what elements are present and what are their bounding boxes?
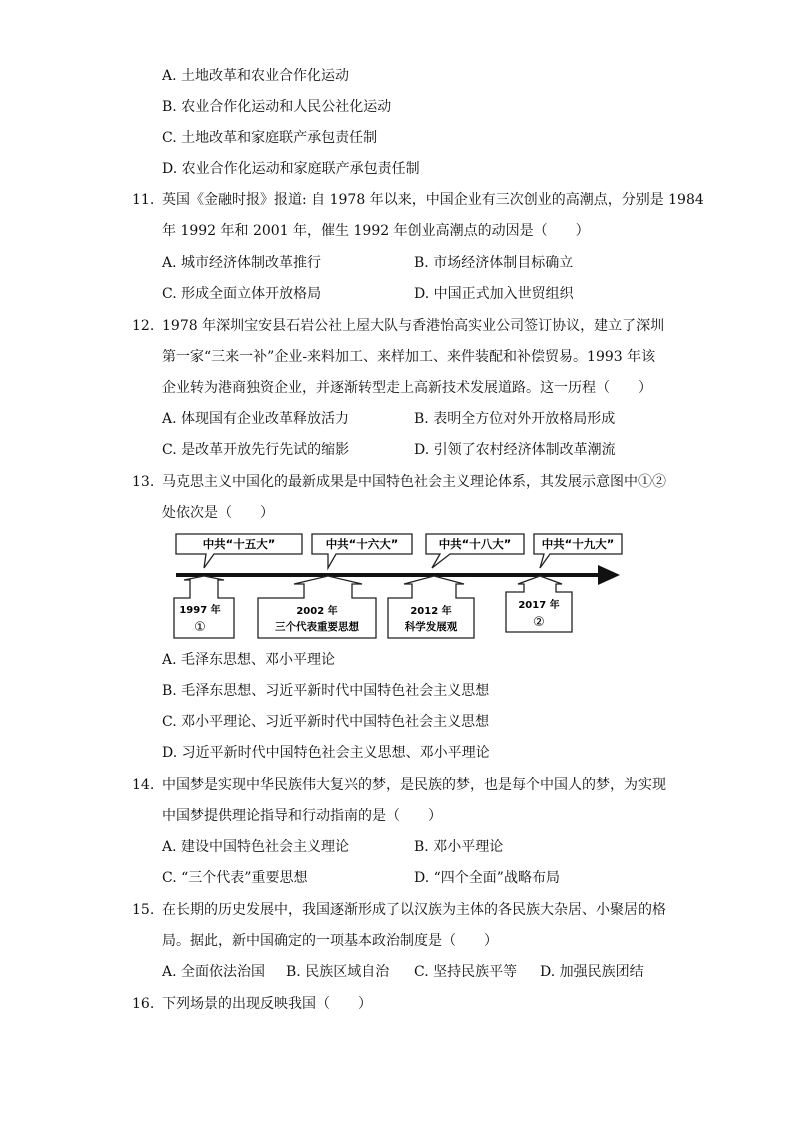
callout-15th-label: 中共“十五大” [202,537,276,551]
q11-stem-line-1: 英国《金融时报》报道: 自 1978 年以来，中国企业有三次创业的高潮点，分别是 1984 [162,192,704,208]
box-2017-label: ② [533,615,545,630]
q14-number: 14. [132,777,155,793]
q13-option-b: B. 毛泽东思想、习近平新时代中国特色社会主义思想 [162,683,490,699]
q13-number: 13. [132,474,155,490]
q12-option-a: A. 体现国有企业改革释放活力 [162,411,350,427]
q16-stem-line-1: 下列场景的出现反映我国（ ） [162,996,372,1012]
q11-option-d: D. 中国正式加入世贸组织 [414,286,574,302]
box-2012-year: 2012 年 [410,606,452,617]
q13-stem-line-1: 马克思主义中国化的最新成果是中国特色社会主义理论体系，其发展示意图中①② [162,474,666,490]
q11-option-b: B. 市场经济体制目标确立 [414,255,574,271]
q14-option-c: C. “三个代表”重要思想 [162,870,308,886]
callout-18th-label: 中共“十八大” [438,537,512,551]
q10-option-b: B. 农业合作化运动和人民公社化运动 [162,99,392,115]
q15-stem-line-1: 在长期的历史发展中，我国逐渐形成了以汉族为主体的各民族大杂居、小聚居的格 [162,902,666,918]
q15-option-b: B. 民族区域自治 [286,964,390,980]
q11-number: 11. [132,192,155,208]
callout-19th-label: 中共“十九大” [541,537,615,551]
box-2012-label: 科学发展观 [404,621,458,633]
q15-stem-line-2: 局。据此，新中国确定的一项基本政治制度是（ ） [162,933,498,949]
q13-option-c: C. 邓小平理论、习近平新时代中国特色社会主义思想 [162,714,490,730]
callout-16th-congress [312,534,412,568]
q15-number: 15. [132,902,155,918]
box-2017-year: 2017 年 [518,600,560,611]
q11-stem-line-2: 年 1992 年和 2001 年，催生 1992 年创业高潮点的动因是（ ） [162,223,590,239]
q15-option-d: D. 加强民族团结 [540,964,644,980]
q12-option-d: D. 引领了农村经济体制改革潮流 [414,442,616,458]
q13-option-d: D. 习近平新时代中国特色社会主义思想、邓小平理论 [162,745,490,761]
callout-16th-label: 中共“十六大” [325,537,399,551]
q14-stem-line-1: 中国梦是实现中华民族伟大复兴的梦，是民族的梦，也是每个中国人的梦，为实现 [162,777,666,793]
q14-stem-line-2: 中国梦提供理论指导和行动指南的是（ ） [162,808,442,824]
q14-option-d: D. “四个全面”战略布局 [414,870,560,886]
q13-option-a: A. 毛泽东思想、邓小平理论 [162,652,336,668]
box-1997-year: 1997 年 [179,605,221,616]
q12-stem-line-3: 企业转为港商独资企业，并逐渐转型走上高新技术发展道路。这一历程（ ） [162,380,652,396]
callout-15th-congress [176,534,302,568]
box-1997 [174,576,234,638]
box-1997-label: ① [194,620,206,635]
q12-stem-line-1: 1978 年深圳宝安县石岩公社上屋大队与香港怡高实业公司签订协议，建立了深圳 [162,318,665,334]
q10-option-c: C. 土地改革和家庭联产承包责任制 [162,130,378,146]
q10-option-a: A. 土地改革和农业合作化运动 [162,68,350,84]
q16-number: 16. [132,996,155,1012]
q12-stem-line-2: 第一家“三来一补”企业-来料加工、来样加工、来件装配和补偿贸易。1993 年该 [162,349,656,365]
q13-timeline-diagram [168,530,628,642]
q12-number: 12. [132,318,155,334]
q11-option-c: C. 形成全面立体开放格局 [162,286,322,302]
box-2012 [388,576,474,638]
q11-option-a: A. 城市经济体制改革推行 [162,255,322,271]
callout-18th-congress [426,534,524,568]
q12-option-b: B. 表明全方位对外开放格局形成 [414,411,616,427]
q15-option-a: A. 全面依法治国 [162,964,266,980]
callout-19th-congress [534,534,622,568]
box-2002-label: 三个代表重要思想 [275,621,359,633]
box-2017 [506,576,572,632]
q10-option-d: D. 农业合作化运动和家庭联产承包责任制 [162,161,420,177]
box-2002-year: 2002 年 [296,606,338,617]
q14-option-a: A. 建设中国特色社会主义理论 [162,839,350,855]
box-2002 [258,576,376,638]
q12-option-c: C. 是改革开放先行先试的缩影 [162,442,350,458]
q15-option-c: C. 坚持民族平等 [414,964,518,980]
q14-option-b: B. 邓小平理论 [414,839,504,855]
q13-stem-line-2: 处依次是（ ） [162,505,274,521]
